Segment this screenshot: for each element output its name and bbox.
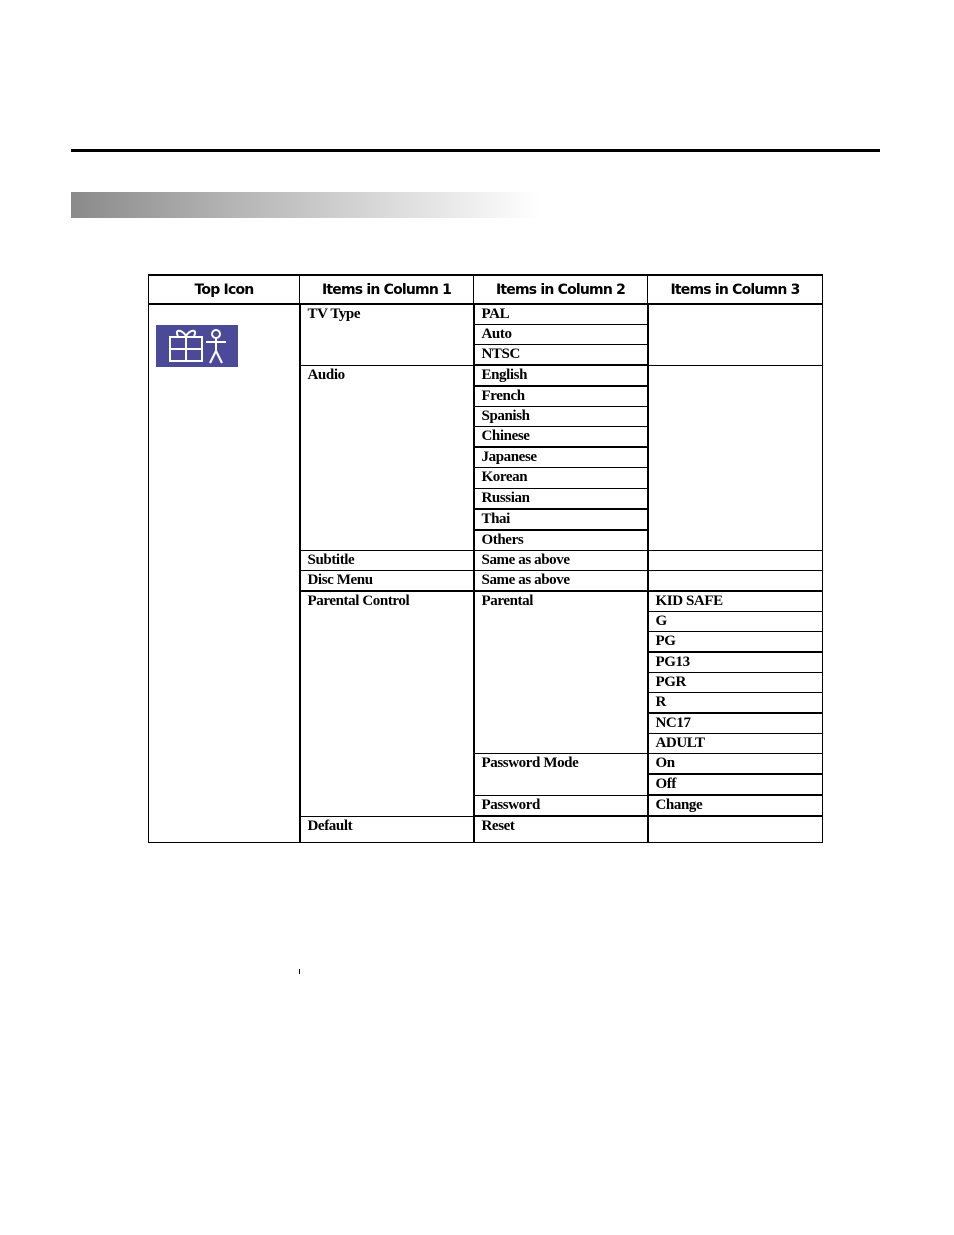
option-japanese: Japanese — [474, 447, 648, 468]
header-column-1: Items in Column 1 — [300, 275, 474, 304]
item-audio: Audio — [300, 365, 474, 550]
option-russian: Russian — [474, 488, 648, 509]
rating-adult: ADULT — [648, 734, 823, 754]
default-reset: Reset — [474, 816, 648, 842]
rating-kid-safe: KID SAFE — [648, 591, 823, 612]
option-thai: Thai — [474, 509, 648, 530]
empty-cell — [648, 550, 823, 570]
header-rule — [71, 149, 880, 152]
item-tv-type: TV Type — [300, 304, 474, 365]
password-mode-off: Off — [648, 774, 823, 795]
header-column-2: Items in Column 2 — [474, 275, 648, 304]
option-others: Others — [474, 530, 648, 551]
rating-pg13: PG13 — [648, 652, 823, 673]
option-english: English — [474, 365, 648, 386]
option-auto: Auto — [474, 325, 648, 345]
section-gradient-bar — [71, 192, 541, 218]
setup-menu-table — [148, 274, 823, 843]
item-disc-menu: Disc Menu — [300, 570, 474, 591]
password-change: Change — [648, 795, 823, 816]
disc-menu-value: Same as above — [474, 570, 648, 591]
rating-g: G — [648, 611, 823, 631]
rating-nc17: NC17 — [648, 713, 823, 734]
item-subtitle: Subtitle — [300, 550, 474, 570]
header-column-3: Items in Column 3 — [648, 275, 823, 304]
top-icon-cell — [149, 304, 300, 842]
stray-tick-mark — [299, 969, 300, 974]
option-chinese: Chinese — [474, 427, 648, 448]
header-top-icon: Top Icon — [149, 275, 300, 304]
item-parental-control: Parental Control — [300, 591, 474, 817]
option-ntsc: NTSC — [474, 345, 648, 366]
empty-cell — [648, 365, 823, 550]
table-header-row — [149, 275, 823, 304]
rating-r: R — [648, 693, 823, 714]
rating-pg: PG — [648, 631, 823, 652]
option-pal: PAL — [474, 304, 648, 325]
rating-pgr: PGR — [648, 672, 823, 692]
item-password: Password — [474, 795, 648, 816]
empty-cell — [648, 304, 823, 365]
setup-gift-person-icon — [156, 325, 238, 367]
option-korean: Korean — [474, 468, 648, 488]
subtitle-value: Same as above — [474, 550, 648, 570]
option-french: French — [474, 386, 648, 407]
option-spanish: Spanish — [474, 407, 648, 427]
password-mode-on: On — [648, 754, 823, 775]
empty-cell — [648, 570, 823, 591]
item-default: Default — [300, 816, 474, 842]
table-row — [149, 304, 823, 325]
empty-cell — [648, 816, 823, 842]
item-parental: Parental — [474, 591, 648, 754]
item-password-mode: Password Mode — [474, 754, 648, 796]
